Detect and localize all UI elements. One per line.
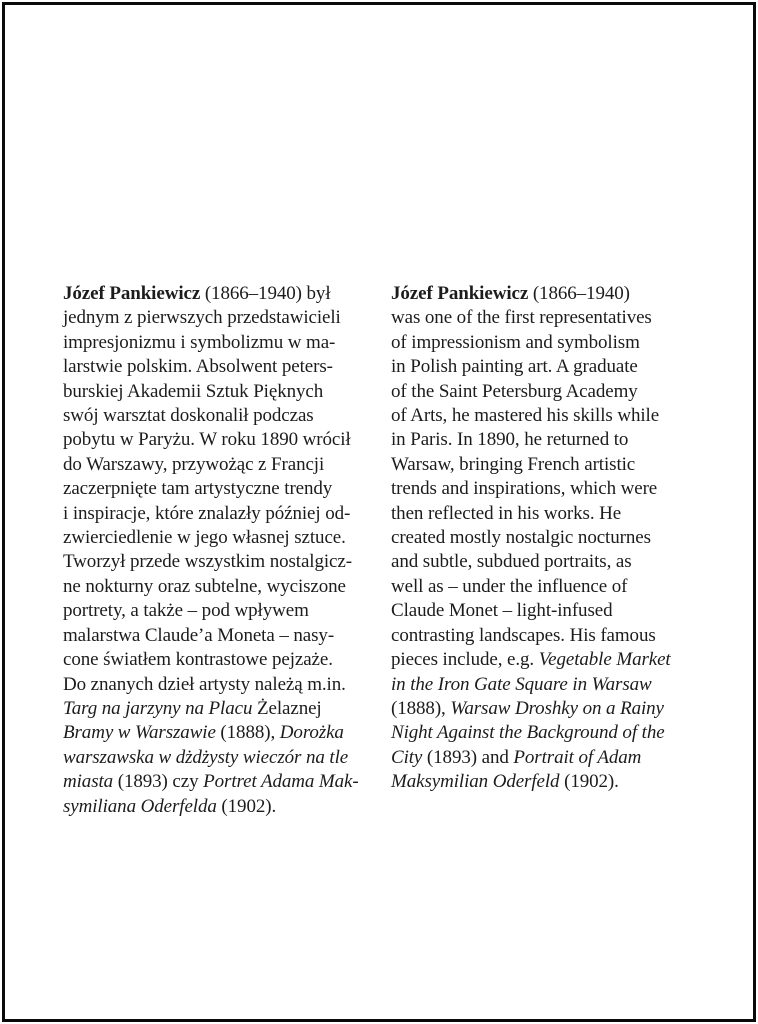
text-run: was one of the first representatives [391, 307, 652, 329]
text-line [63, 306, 375, 330]
text-run: jednym z pierwszych przedstawicieli [63, 307, 341, 329]
text-run: (1893) and [422, 746, 514, 768]
text-run: cone światłem kontrastowe pejzaże. [63, 649, 333, 671]
text-line [63, 526, 375, 550]
text-line [391, 599, 703, 623]
text-line [391, 380, 703, 404]
text-run: Claude Monet – light-infused [391, 600, 613, 622]
text-run: well as – under the influence of [391, 575, 628, 597]
text-run: then reflected in his works. He [391, 502, 622, 524]
text-line [391, 550, 703, 574]
text-line [63, 648, 375, 672]
text-line [391, 746, 703, 770]
italic-title-run: warszawska w dżdżysty wieczór na tle [63, 746, 349, 768]
text-line [63, 770, 375, 794]
text-column-english [391, 282, 703, 819]
text-line [391, 648, 703, 672]
text-run: (1893) czy [113, 771, 204, 793]
italic-title-run: in the Iron Gate Square in Warsaw [391, 673, 652, 695]
text-run: (1888), [215, 722, 280, 744]
text-line [391, 502, 703, 526]
text-line [391, 428, 703, 452]
text-run: of Arts, he mastered his skills while [391, 405, 660, 427]
italic-title-run: Targ na jarzyny na Placu [63, 697, 258, 719]
text-line [63, 428, 375, 452]
text-run: created mostly nostalgic nocturnes [391, 527, 651, 549]
text-line [391, 697, 703, 721]
italic-title-run: Bramy w Warszawie [63, 722, 216, 744]
text-line [391, 770, 703, 794]
italic-title-run: Night Against the Background of the [391, 722, 665, 744]
italic-title-run: symiliana Oderfelda [63, 795, 217, 817]
text-run: swój warsztat doskonalił podczas [63, 405, 314, 427]
text-run: (1866–1940) był [200, 283, 331, 304]
text-line [391, 624, 703, 648]
text-line [63, 550, 375, 574]
text-run: pobytu w Paryżu. W roku 1890 wrócił [63, 429, 351, 451]
text-line [391, 355, 703, 379]
italic-title-run: Portrait of Adam [513, 746, 642, 768]
text-line [63, 746, 375, 770]
text-column-polish [63, 282, 375, 819]
text-run: of the Saint Petersburg Academy [391, 380, 638, 402]
text-run: larstwie polskim. Absolwent peters- [63, 356, 333, 378]
italic-title-run: Dorożka [279, 722, 344, 744]
text-line [391, 282, 703, 306]
text-run: malarstwa Claude’a Moneta – nasy- [63, 624, 335, 646]
italic-title-run: Maksymilian Oderfeld [391, 771, 560, 793]
text-run: trends and inspirations, which were [391, 478, 658, 500]
text-run: Warsaw, bringing French artistic [391, 453, 636, 475]
text-run: in Polish painting art. A graduate [391, 356, 638, 378]
text-line [391, 404, 703, 428]
two-column-text-block [63, 282, 703, 819]
text-line [63, 575, 375, 599]
text-line [63, 331, 375, 355]
text-run: zaczerpnięte tam artystyczne trendy [63, 478, 333, 500]
italic-title-run: Vegetable Market [538, 649, 671, 671]
text-line [391, 575, 703, 599]
text-run: pieces include, e.g. [391, 649, 539, 671]
text-run: zwierciedlenie w jego własnej sztuce. [63, 527, 346, 549]
text-line [63, 282, 375, 306]
text-run: portrety, a także – pod wpływem [63, 600, 309, 622]
text-line [63, 453, 375, 477]
text-run: Żelaznej [257, 697, 322, 719]
italic-title-run: Portret Adama Mak- [203, 771, 359, 793]
text-line [63, 697, 375, 721]
bold-text-run: Józef Pankiewicz [63, 283, 201, 304]
text-line [391, 673, 703, 697]
italic-title-run: miasta [63, 771, 114, 793]
text-line [391, 306, 703, 330]
text-run: contrasting landscapes. His famous [391, 624, 656, 646]
text-line [63, 624, 375, 648]
text-run: (1902). [559, 771, 619, 793]
italic-title-run: City [391, 746, 423, 768]
italic-title-run: Warsaw Droshky on a Rainy [450, 697, 664, 719]
text-run: burskiej Akademii Sztuk Pięknych [63, 380, 324, 402]
text-run: Tworzył przede wszystkim nostalgicz- [63, 551, 352, 573]
text-run: and subtle, subdued portraits, as [391, 551, 632, 573]
text-run: (1902). [216, 795, 277, 817]
text-line [63, 721, 375, 745]
text-line [63, 673, 375, 697]
text-run: do Warszawy, przywożąc z Francji [63, 453, 325, 475]
text-line [63, 502, 375, 526]
text-run: (1866–1940) [528, 283, 630, 304]
text-line [63, 795, 375, 819]
text-run: in Paris. In 1890, he returned to [391, 429, 629, 451]
text-line [63, 477, 375, 501]
text-line [63, 355, 375, 379]
text-line [391, 721, 703, 745]
text-run: impresjonizmu i symbolizmu w ma- [63, 331, 336, 353]
text-line [391, 526, 703, 550]
bold-text-run: Józef Pankiewicz [391, 283, 529, 304]
text-line [63, 380, 375, 404]
text-line [391, 331, 703, 355]
text-run: i inspiracje, które znalazły później od- [63, 502, 351, 524]
text-line [391, 477, 703, 501]
text-run: of impressionism and symbolism [391, 331, 640, 353]
text-line [391, 453, 703, 477]
text-run: (1888), [391, 697, 451, 719]
text-line [63, 404, 375, 428]
text-run: Do znanych dzieł artysty należą m.in. [63, 673, 346, 695]
text-run: ne nokturny oraz subtelne, wyciszone [63, 575, 346, 597]
text-line [63, 599, 375, 623]
